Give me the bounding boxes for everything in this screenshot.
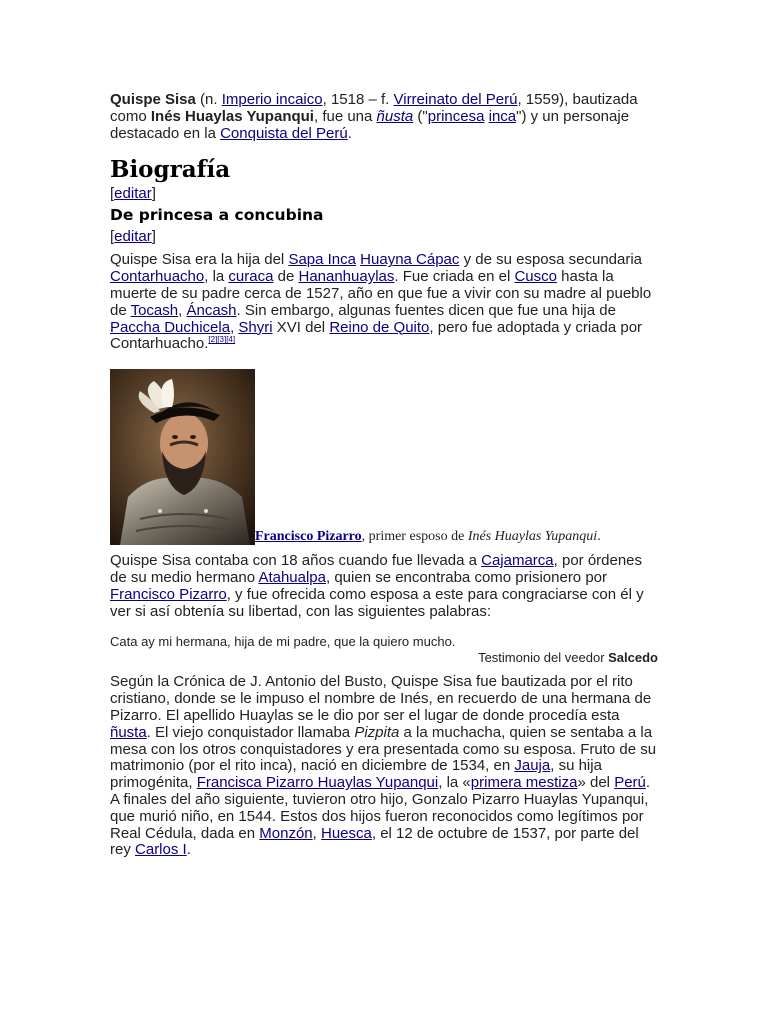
link-francisco-pizarro[interactable]: Francisco Pizarro — [255, 529, 362, 545]
baptism-name: Inés Huaylas Yupanqui — [150, 107, 314, 125]
link-nusta[interactable]: ñusta — [376, 107, 414, 125]
figure-pizarro — [110, 369, 658, 545]
paragraph-baptism: Según la Crónica de J. Antonio del Busto, Quispe Sisa fue bautizada por el rito cristiano, donde se le impuso el nombre de Inés, en recuerdo de una hermana de Pizarro. El apellido Huaylas se le dio por ser el lugar de donde procedía esta ñusta. El viejo conquistador llamaba Pizpita a la muchacha, quien se sentaba a la mesa con los otros conquistadores y era presentada como su esposa. Fruto de su matrimonio (por el rito inca), nació en diciembre de 1534, en Jauja, su hija primogénita, Francisca Pizarro Huaylas Yupanqui, la «primera mestiza» del Perú. A finales del año siguiente, tuvieron otro hijo, Gonzalo Pizarro Huaylas Yupanqui, que murió niño, en 1544. Estos dos hijos fueron reconocidos como legítimos por Real Cédula, dada en Monzón, Huesca, el 12 de octubre de 1537, por parte del rey Carlos I. — [110, 673, 657, 859]
edit-section-biografia: [editar] — [110, 185, 156, 203]
figure-caption: Francisco Pizarro, primer esposo de Inés Huaylas Yupanqui. — [255, 529, 601, 545]
quote-attribution: Testimonio del veedor Salcedo — [478, 650, 658, 666]
edit-link[interactable]: editar — [114, 228, 152, 246]
paragraph-cajamarca: Quispe Sisa contaba con 18 años cuando fue llevada a Cajamarca, por órdenes de su medio hermano Atahualpa, quien se encontraba como prisionero por Francisco Pizarro, y fue ofrecida como esposa a este para congraciarse con él y ver si así obtenía su libertad, con las siguientes palabras: — [110, 552, 644, 620]
section-heading-biografia: Biografía — [110, 156, 231, 184]
link-virreinato[interactable]: Virreinato del Perú — [393, 91, 518, 108]
link-hananhuaylas[interactable]: Hananhuaylas — [298, 268, 395, 286]
link-francisca-pizarro[interactable]: Francisca Pizarro Huaylas Yupanqui — [196, 774, 439, 792]
link-primera-mestiza[interactable]: primera mestiza — [470, 774, 578, 792]
link-paccha-duchicela[interactable]: Paccha Duchicela — [110, 318, 231, 336]
link-cajamarca[interactable]: Cajamarca — [481, 552, 554, 570]
link-jauja[interactable]: Jauja — [514, 757, 551, 775]
edit-subsection: [editar] — [110, 228, 156, 246]
link-carlos-i[interactable]: Carlos I — [135, 841, 187, 859]
link-francisco-pizarro[interactable]: Francisco Pizarro — [110, 585, 227, 603]
link-monzon[interactable]: Monzón — [259, 824, 313, 842]
link-sapa-inca[interactable]: Sapa Inca — [288, 251, 356, 269]
subject-name: Quispe Sisa — [110, 91, 196, 108]
link-cusco[interactable]: Cusco — [514, 268, 557, 286]
link-tocash[interactable]: Tocash — [130, 301, 179, 319]
intro-paragraph: Quispe Sisa (n. Imperio incaico, 1518 – f. Virreinato del Perú, 1559), bautizada como Inés Huaylas Yupanqui, fue una ñusta ("princesa inca") y un personaje destacado en la Conquista del Perú. — [110, 91, 638, 142]
link-huayna-capac[interactable]: Huayna Cápac — [360, 251, 460, 269]
link-reino-de-quito[interactable]: Reino de Quito — [329, 318, 430, 336]
link-huesca[interactable]: Huesca — [321, 824, 372, 842]
link-nusta[interactable]: ñusta — [110, 723, 147, 741]
link-imperio-incaico[interactable]: Imperio incaico — [221, 91, 323, 108]
link-atahualpa[interactable]: Atahualpa — [258, 568, 326, 586]
link-shyri[interactable]: Shyri — [238, 318, 273, 336]
link-princesa[interactable]: princesa — [427, 107, 485, 125]
link-conquista[interactable]: Conquista del Perú — [220, 124, 348, 142]
article — [110, 92, 658, 859]
link-curaca[interactable]: curaca — [228, 268, 274, 286]
subsection-heading: De princesa a concubina — [110, 206, 324, 225]
link-peru[interactable]: Perú — [614, 774, 646, 792]
portrait-image[interactable] — [110, 369, 255, 545]
link-ancash[interactable]: Áncash — [186, 301, 237, 319]
reference-links[interactable]: [2][3][4] — [208, 335, 236, 345]
paragraph-origin: Quispe Sisa era la hija del Sapa Inca Huayna Cápac y de su esposa secundaria Contarhuacho, la curaca de Hananhuaylas. Fue criada en el Cusco hasta la muerte de su padre cerca de 1527, año en que fue a vivir con su madre al pueblo de Tocash, Áncash. Sin embargo, algunas fuentes dicen que fue una hija de Paccha Duchicela, Shyri XVI del Reino de Quito, pero fue adoptada y criada por Contarhuacho.[2][3][4] — [110, 251, 652, 353]
quote-text: Cata ay mi hermana, hija de mi padre, que la quiero mucho. — [110, 634, 456, 650]
link-inca[interactable]: inca — [488, 107, 517, 125]
edit-link[interactable]: editar — [114, 185, 152, 203]
link-contarhuacho[interactable]: Contarhuacho — [110, 268, 205, 286]
